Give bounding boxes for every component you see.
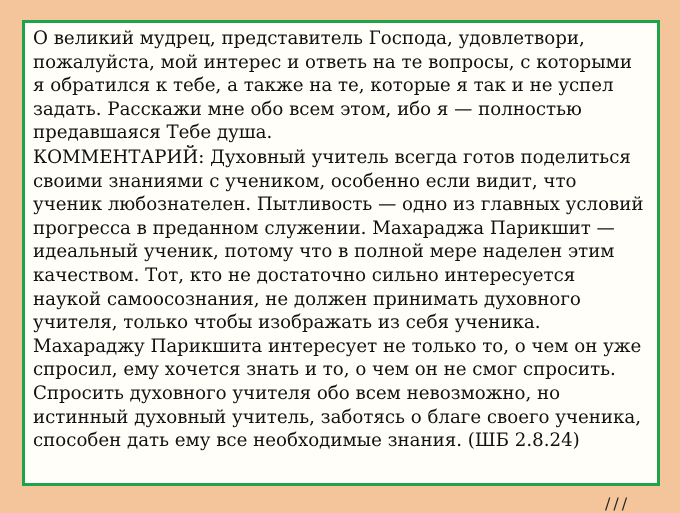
page-edge-marks: /// <box>605 494 631 513</box>
verse-paragraph: О великий мудрец, представитель Господа, удовлетвори, пожалуйста, мой интерес и ответь на те вопросы, с которыми я обратился к тебе, а также на те, которые я так и не успел задать. Расскажи мне обо всем этом, ибо я — полностью предавшаяся Тебе душа. <box>33 28 632 144</box>
commentary-paragraph: КОММЕНТАРИЙ: Духовный учитель всегда готов поделиться своими знаниями с учеником, особенно если видит, что ученик любознателен. Пытливость — одно из главных условий прогресса в преданном служении. Махараджа Парикшит — идеальный ученик, потому что в полной мере наделен этим качеством. Тот, кто не достаточно сильно интересуется наукой самоосознания, не должен принимать духовного учителя, только чтобы изображать из себя ученика. Махараджу Парикшита интересует не только то, о чем он уже спросил, ему хочется знать и то, о чем он не смог спросить. Спросить духовного учителя обо всем невозможно, но истинный духовный учитель, заботясь о благе своего ученика, способен дать ему все необходимые знания. (ШБ 2.8.24) <box>33 146 644 452</box>
text-frame <box>22 20 660 486</box>
